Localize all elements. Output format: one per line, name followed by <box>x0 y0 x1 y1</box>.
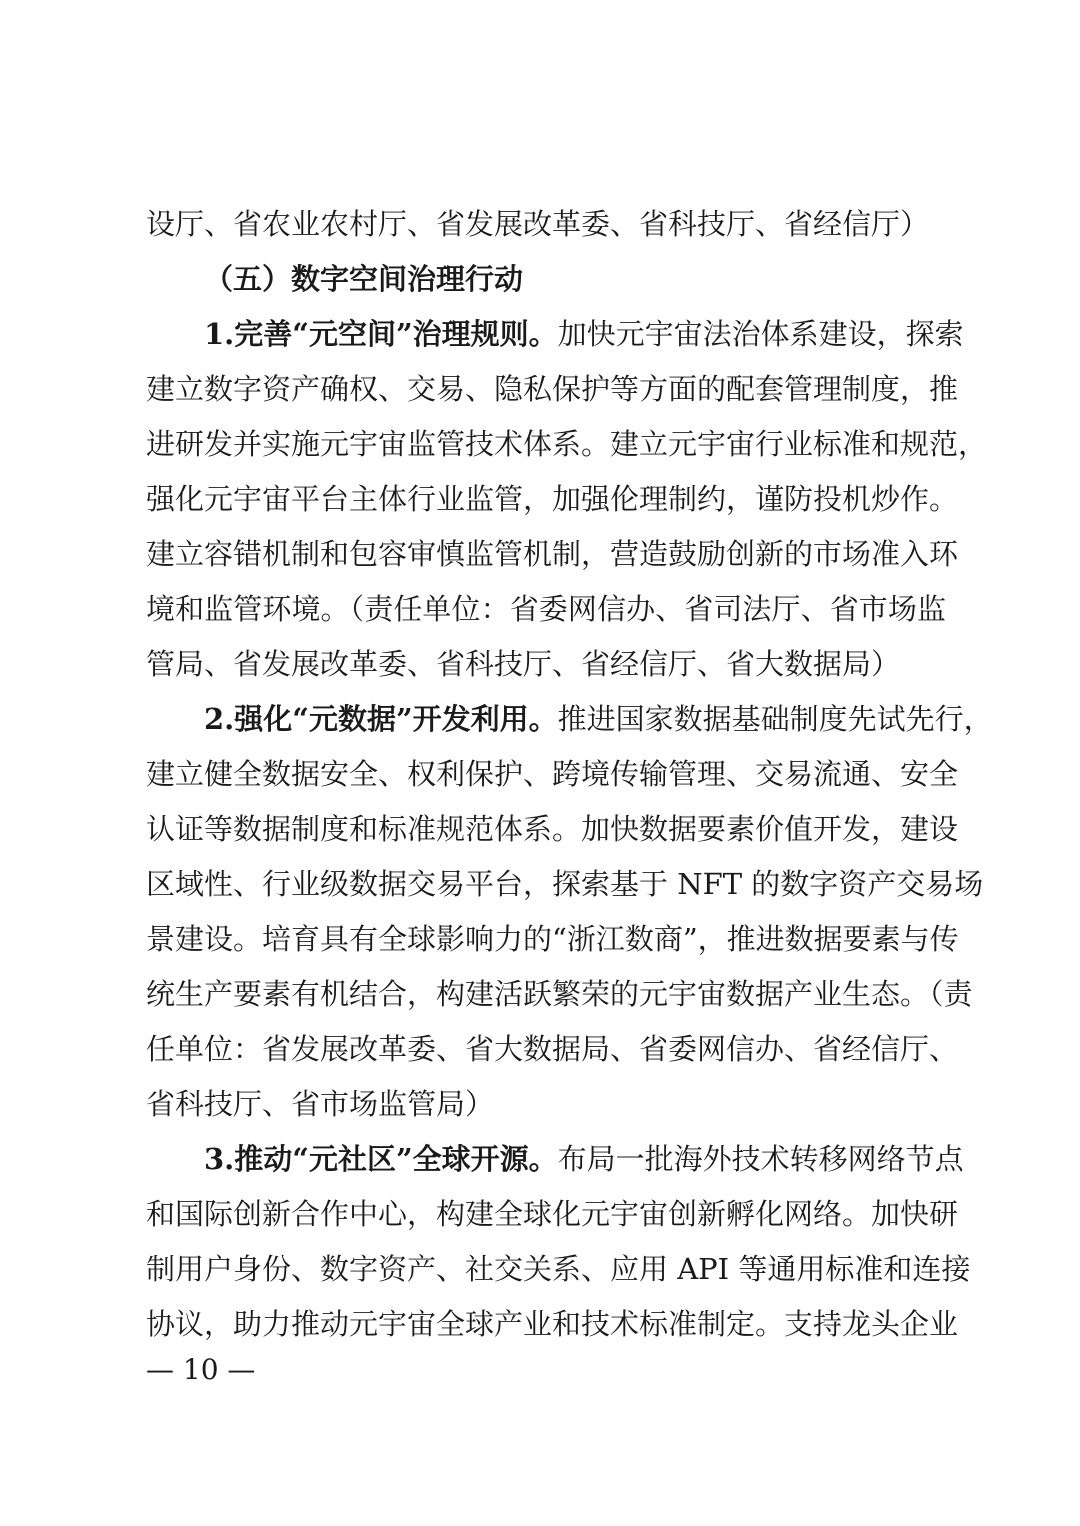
paragraph-first-line <box>204 1141 964 1177</box>
body-line: 省科技厅、省市场监管局） <box>146 1087 495 1121</box>
body-line: 景建设。培育具有全球影响力的“浙江数商”，推进数据要素与传 <box>146 922 959 956</box>
body-line: 认证等数据制度和标准规范体系。加快数据要素价值开发，建设 <box>146 812 959 846</box>
body-line: 境和监管环境。（责任单位：省委网信办、省司法厅、省市场监 <box>146 592 946 626</box>
body-line: 建立数字资产确权、交易、隐私保护等方面的配套管理制度，推 <box>146 372 959 406</box>
section-heading: （五）数字空间治理行动 <box>204 262 524 296</box>
body-line: 设厅、省农业农村厅、省发展改革委、省科技厅、省经信厅） <box>146 207 930 241</box>
body-line: 和国际创新合作中心，构建全球化元宇宙创新孵化网络。加快研 <box>146 1197 959 1231</box>
body-line: 建立健全数据安全、权利保护、跨境传输管理、交易流通、安全 <box>146 757 959 791</box>
body-line: 管局、省发展改革委、省科技厅、省经信厅、省大数据局） <box>146 647 901 681</box>
page-number: — 10 — <box>146 1353 256 1386</box>
subsection-title: 3.推动“元社区”全球开源。 <box>204 1142 558 1176</box>
body-line: 制用户身份、数字资产、社交关系、应用 API 等通用标准和连接 <box>146 1252 971 1286</box>
body-line: 建立容错机制和包容审慎监管机制，营造鼓励创新的市场准入环 <box>146 537 959 571</box>
body-line: 任单位：省发展改革委、省大数据局、省委网信办、省经信厅、 <box>146 1032 959 1066</box>
subsection-title: 1.完善“元空间”治理规则。 <box>204 317 558 351</box>
body-line: 强化元宇宙平台主体行业监管，加强伦理制约，谨防投机炒作。 <box>146 482 959 516</box>
body-line: 进研发并实施元宇宙监管技术体系。建立元宇宙行业标准和规范， <box>146 427 988 461</box>
subsection-title: 2.强化“元数据”开发利用。 <box>204 702 558 736</box>
body-text: 加快元宇宙法治体系建设，探索 <box>557 317 964 351</box>
paragraph-first-line <box>204 701 993 737</box>
body-line: 区域性、行业级数据交易平台，探索基于 NFT 的数字资产交易场 <box>146 867 984 901</box>
paragraph-first-line <box>204 316 964 352</box>
body-text: 布局一批海外技术转移网络节点 <box>557 1142 964 1176</box>
body-line: 协议，助力推动元宇宙全球产业和技术标准制定。支持龙头企业 <box>146 1307 959 1341</box>
body-line: 统生产要素有机结合，构建活跃繁荣的元宇宙数据产业生态。（责 <box>146 977 973 1011</box>
body-text: 推进国家数据基础制度先试先行， <box>557 702 993 736</box>
